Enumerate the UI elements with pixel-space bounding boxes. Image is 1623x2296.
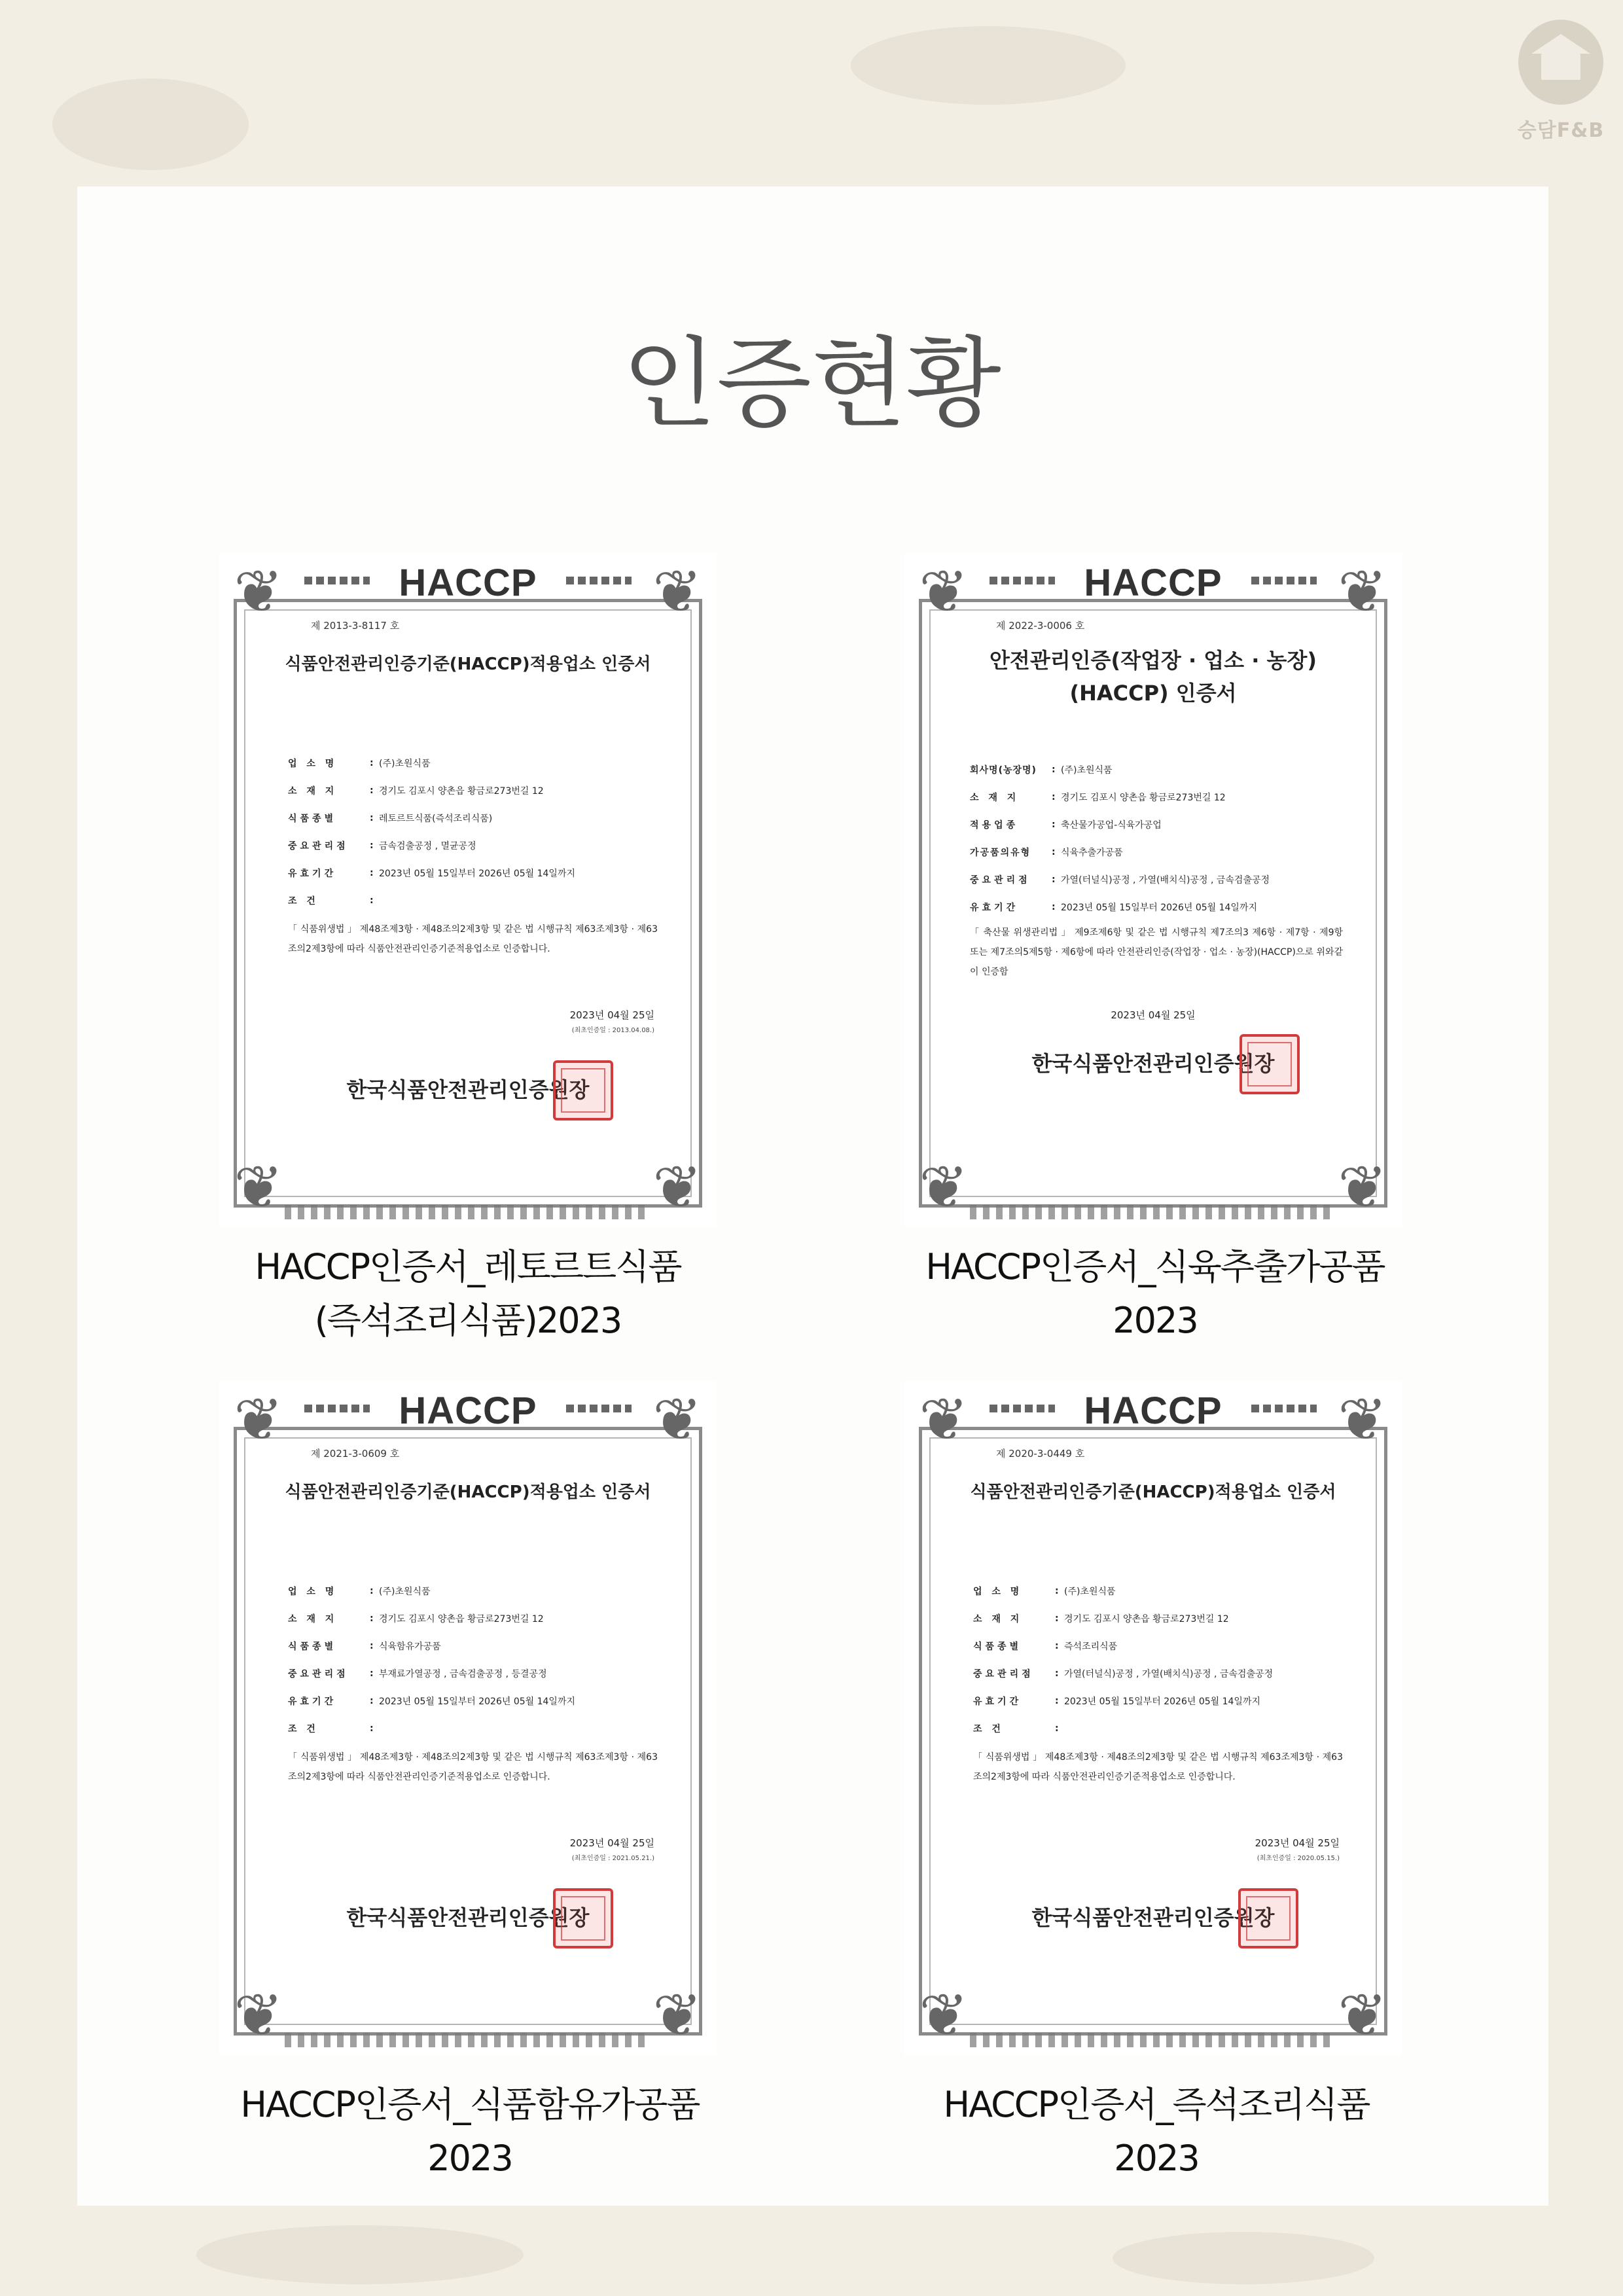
paper-texture <box>52 79 249 170</box>
field-label: 조 건 <box>288 896 319 906</box>
certificate-retort-food <box>219 553 717 1227</box>
certificate-title-line: 식품안전관리인증기준(HACCP)적용업소 인증서 <box>970 1482 1336 1502</box>
ornament-icon: ❦ <box>234 1386 283 1454</box>
field-row: 중요관리점 : 가열(터널식)공정 , 가열(배치식)공정 , 금속검출공정 <box>970 866 1343 893</box>
field-label: 소 재 지 <box>970 793 1020 803</box>
field-value: 부재료가열공정 , 금속검출공정 , 등결공정 <box>379 1669 547 1679</box>
certificate-date: 2023년 04월 25일 <box>569 1009 654 1021</box>
issuer-name: 한국식품안전관리인증원장 <box>1031 1905 1275 1930</box>
field-value: (주)초원식품 <box>379 1587 431 1597</box>
first-cert-date: (최초인증일 : 2020.05.15.) <box>1257 1855 1340 1862</box>
certificate-caption <box>828 1240 1482 1348</box>
field-row: 소 재 지 : 경기도 김포시 양촌읍 황금로273번길 12 <box>288 1605 658 1632</box>
field-value: 경기도 김포시 양촌읍 황금로273번길 12 <box>1064 1614 1229 1624</box>
certificate-title <box>944 1479 1363 1505</box>
issuer-name: 한국식품안전관리인증원장 <box>346 1077 590 1102</box>
border-pattern <box>285 1205 651 1219</box>
ornament-icon: ❦ <box>919 1153 969 1222</box>
red-seal-stamp <box>1240 1034 1300 1094</box>
certificate-fields <box>973 1577 1343 1742</box>
border-pattern <box>970 2033 1336 2047</box>
ornament-icon: ❦ <box>919 1386 969 1454</box>
field-row: 식품종별 : 식육함유가공품 <box>288 1632 658 1660</box>
certificate-title-line: 식품안전관리인증기준(HACCP)적용업소 인증서 <box>285 1482 651 1502</box>
red-seal-stamp <box>553 1888 613 1948</box>
haccp-badge: HACCP <box>1084 562 1222 604</box>
red-seal-stamp <box>1238 1888 1298 1948</box>
ornament-icon: ❦ <box>234 1981 283 2050</box>
haccp-badge: HACCP <box>399 562 537 604</box>
field-row: 업 소 명 : (주)초원식품 <box>288 749 658 777</box>
certificate-number: 제 2022-3-0006 호 <box>996 620 1085 632</box>
certificate-number: 제 2021-3-0609 호 <box>311 1448 400 1460</box>
field-label: 업 소 명 <box>973 1587 1023 1597</box>
field-row: 조 건 : <box>973 1723 1059 1734</box>
field-row: 중요관리점 : 부재료가열공정 , 금속검출공정 , 등결공정 <box>288 1660 658 1687</box>
certificate-meat-extract <box>904 553 1402 1227</box>
issuer-name: 한국식품안전관리인증원장 <box>346 1905 590 1930</box>
field-row: 조 건 : <box>288 895 374 906</box>
caption-line: 2023 <box>1113 1300 1198 1341</box>
certificate-title <box>259 651 677 677</box>
paper-texture <box>1113 2232 1374 2284</box>
certificate-body: 「 식품위생법 」 제48조제3항 · 제48조의2제3항 및 같은 법 시행규칙 제63조제3항 · 제63조의2제3항에 따라 식품안전관리인증기준적용업소로 인증합니다. <box>288 924 658 954</box>
field-value: 2023년 05월 15일부터 2026년 05월 14일까지 <box>379 869 576 879</box>
field-label: 유효기간 <box>288 1696 337 1707</box>
certificate-title <box>259 1479 677 1505</box>
first-cert-date: (최초인증일 : 2013.04.08.) <box>571 1027 654 1034</box>
field-label: 소 재 지 <box>288 1614 338 1624</box>
caption-line: 2023 <box>427 2138 512 2179</box>
field-value: 식육추출가공품 <box>1061 848 1123 858</box>
field-label: 가공품의유형 <box>970 848 1031 858</box>
field-row: 업 소 명 : (주)초원식품 <box>288 1577 658 1605</box>
field-label: 회사명(농장명) <box>970 765 1037 776</box>
certificate-body: 「 식품위생법 」 제48조제3항 · 제48조의2제3항 및 같은 법 시행규칙 제63조제3항 · 제63조의2제3항에 따라 식품안전관리인증기준적용업소로 인증합니다. <box>288 1752 658 1782</box>
certificate-caption <box>829 2078 1484 2185</box>
field-label: 중요관리점 <box>970 875 1031 886</box>
field-row: 유효기간 : 2023년 05월 15일부터 2026년 05월 14일까지 <box>973 1687 1343 1715</box>
field-value: 가열(터널식)공정 , 가열(배치식)공정 , 금속검출공정 <box>1064 1669 1274 1679</box>
field-label: 유효기간 <box>288 869 337 879</box>
ornament-icon: ❦ <box>234 1153 283 1222</box>
field-label: 적용업종 <box>970 820 1019 831</box>
field-row: 식품종별 : 레토르트식품(즉석조리식품) <box>288 804 658 832</box>
field-value: 경기도 김포시 양촌읍 황금로273번길 12 <box>1061 793 1226 803</box>
field-row: 적용업종 : 축산물가공업-식육가공업 <box>970 811 1343 838</box>
field-value: 경기도 김포시 양촌읍 황금로273번길 12 <box>379 786 544 797</box>
ornament-icon: ❦ <box>234 558 283 626</box>
field-value: (주)초원식품 <box>379 759 431 769</box>
field-label: 유효기간 <box>973 1696 1022 1707</box>
caption-line: HACCP인증서_레토르트식품 <box>255 1246 681 1287</box>
field-value: 2023년 05월 15일부터 2026년 05월 14일까지 <box>379 1696 576 1707</box>
field-label: 업 소 명 <box>288 759 338 769</box>
house-icon <box>1518 20 1603 105</box>
field-value: 금속검출공정 , 멸균공정 <box>379 841 476 852</box>
certificate-number: 제 2013-3-8117 호 <box>311 620 400 632</box>
certificate-title-line: (HACCP) 인증서 <box>1069 680 1237 706</box>
ornament-icon: ❦ <box>652 1153 702 1222</box>
field-row: 회사명(농장명) : (주)초원식품 <box>970 756 1343 783</box>
field-row: 조 건 : <box>288 1723 374 1734</box>
paper-texture <box>196 2225 524 2284</box>
caption-line: (즉석조리식품)2023 <box>314 1300 622 1341</box>
certificate-body: 「 식품위생법 」 제48조제3항 · 제48조의2제3항 및 같은 법 시행규칙 제63조제3항 · 제63조의2제3항에 따라 식품안전관리인증기준적용업소로 인증합니다. <box>973 1752 1343 1782</box>
field-value: 2023년 05월 15일부터 2026년 05월 14일까지 <box>1064 1696 1261 1707</box>
field-row: 유효기간 : 2023년 05월 15일부터 2026년 05월 14일까지 <box>970 893 1343 921</box>
field-row: 소 재 지 : 경기도 김포시 양촌읍 황금로273번길 12 <box>973 1605 1343 1632</box>
page-title: 인증현황 <box>622 327 1001 441</box>
ornament-icon: ❦ <box>652 1386 702 1454</box>
haccp-badge: HACCP <box>1084 1390 1222 1432</box>
field-row: 소 재 지 : 경기도 김포시 양촌읍 황금로273번길 12 <box>970 783 1343 811</box>
certificate-date: 2023년 04월 25일 <box>569 1837 654 1849</box>
border-pattern <box>285 2033 651 2047</box>
ornament-icon: ❦ <box>652 1981 702 2050</box>
brand-logo <box>1512 20 1610 157</box>
certificate-title-line: 식품안전관리인증기준(HACCP)적용업소 인증서 <box>285 655 651 674</box>
field-value: 축산물가공업-식육가공업 <box>1061 820 1162 831</box>
field-row: 업 소 명 : (주)초원식품 <box>973 1577 1343 1605</box>
ornament-icon: ❦ <box>1338 1981 1387 2050</box>
field-label: 식품종별 <box>973 1641 1022 1652</box>
field-value: 레토르트식품(즉석조리식품) <box>379 814 493 824</box>
field-label: 조 건 <box>288 1724 319 1734</box>
field-label: 식품종별 <box>288 814 337 824</box>
field-label: 소 재 지 <box>288 786 338 797</box>
field-row: 중요관리점 : 가열(터널식)공정 , 가열(배치식)공정 , 금속검출공정 <box>973 1660 1343 1687</box>
field-row: 소 재 지 : 경기도 김포시 양촌읍 황금로273번길 12 <box>288 777 658 804</box>
caption-line: 2023 <box>1114 2138 1199 2179</box>
field-row: 유효기간 : 2023년 05월 15일부터 2026년 05월 14일까지 <box>288 1687 658 1715</box>
certificate-date: 2023년 04월 25일 <box>1255 1837 1340 1849</box>
field-label: 소 재 지 <box>973 1614 1023 1624</box>
field-row: 유효기간 : 2023년 05월 15일부터 2026년 05월 14일까지 <box>288 859 658 887</box>
certificate-caption <box>141 1240 795 1348</box>
certificate-title <box>944 645 1363 709</box>
ornament-icon: ❦ <box>919 558 969 626</box>
field-label: 업 소 명 <box>288 1587 338 1597</box>
field-row: 가공품의유형 : 식육추출가공품 <box>970 838 1343 866</box>
field-value: 경기도 김포시 양촌읍 황금로273번길 12 <box>379 1614 544 1624</box>
first-cert-date: (최초인증일 : 2021.05.21.) <box>571 1855 654 1862</box>
red-seal-stamp <box>553 1060 613 1121</box>
field-value: (주)초원식품 <box>1064 1587 1116 1597</box>
ornament-icon: ❦ <box>652 558 702 626</box>
field-value: 가열(터널식)공정 , 가열(배치식)공정 , 금속검출공정 <box>1061 875 1270 886</box>
field-value: 즉석조리식품 <box>1064 1641 1118 1652</box>
field-label: 식품종별 <box>288 1641 337 1652</box>
field-label: 중요관리점 <box>288 841 349 852</box>
field-value: 식육함유가공품 <box>379 1641 441 1652</box>
caption-line: HACCP인증서_즉석조리식품 <box>943 2084 1370 2125</box>
paper-texture <box>851 26 1126 105</box>
ornament-icon: ❦ <box>1338 558 1387 626</box>
certificate-body: 「 축산물 위생관리법 」 제9조제6항 및 같은 법 시행규칙 제7조의3 제6항 · 제7항 · 제9항 또는 제7조의5제5항 · 제6항에 따라 안전관리인증(작업장 · 업소 · 농장)(HACCP)으로 위와같이 인증함 <box>970 927 1343 977</box>
certificate-fields <box>288 1577 658 1742</box>
issuer-name: 한국식품안전관리인증원장 <box>1031 1051 1275 1076</box>
field-label: 조 건 <box>973 1724 1004 1734</box>
field-value: (주)초원식품 <box>1061 765 1113 776</box>
caption-line: HACCP인증서_식육추출가공품 <box>925 1246 1385 1287</box>
caption-line: HACCP인증서_식품함유가공품 <box>240 2084 700 2125</box>
field-row: 중요관리점 : 금속검출공정 , 멸균공정 <box>288 832 658 859</box>
certificate-date: 2023년 04월 25일 <box>1111 1009 1196 1021</box>
ornament-icon: ❦ <box>1338 1386 1387 1454</box>
field-label: 중요관리점 <box>288 1669 349 1679</box>
field-row: 식품종별 : 즉석조리식품 <box>973 1632 1343 1660</box>
certificate-fields <box>288 749 658 914</box>
border-pattern <box>970 1205 1336 1219</box>
haccp-badge: HACCP <box>399 1390 537 1432</box>
certificate-number: 제 2020-3-0449 호 <box>996 1448 1085 1460</box>
certificate-food-containing <box>219 1381 717 2055</box>
field-label: 유효기간 <box>970 903 1019 913</box>
field-label: 중요관리점 <box>973 1669 1034 1679</box>
certificate-title-line: 안전관리인증(작업장 · 업소 · 농장) <box>990 648 1317 673</box>
ornament-icon: ❦ <box>1338 1153 1387 1222</box>
field-value: 2023년 05월 15일부터 2026년 05월 14일까지 <box>1061 903 1258 913</box>
brand-name: 승담F&B <box>1517 119 1605 142</box>
certificate-instant-food <box>904 1381 1402 2055</box>
ornament-icon: ❦ <box>919 1981 969 2050</box>
certificate-fields <box>970 756 1343 921</box>
certificate-caption <box>143 2078 797 2185</box>
